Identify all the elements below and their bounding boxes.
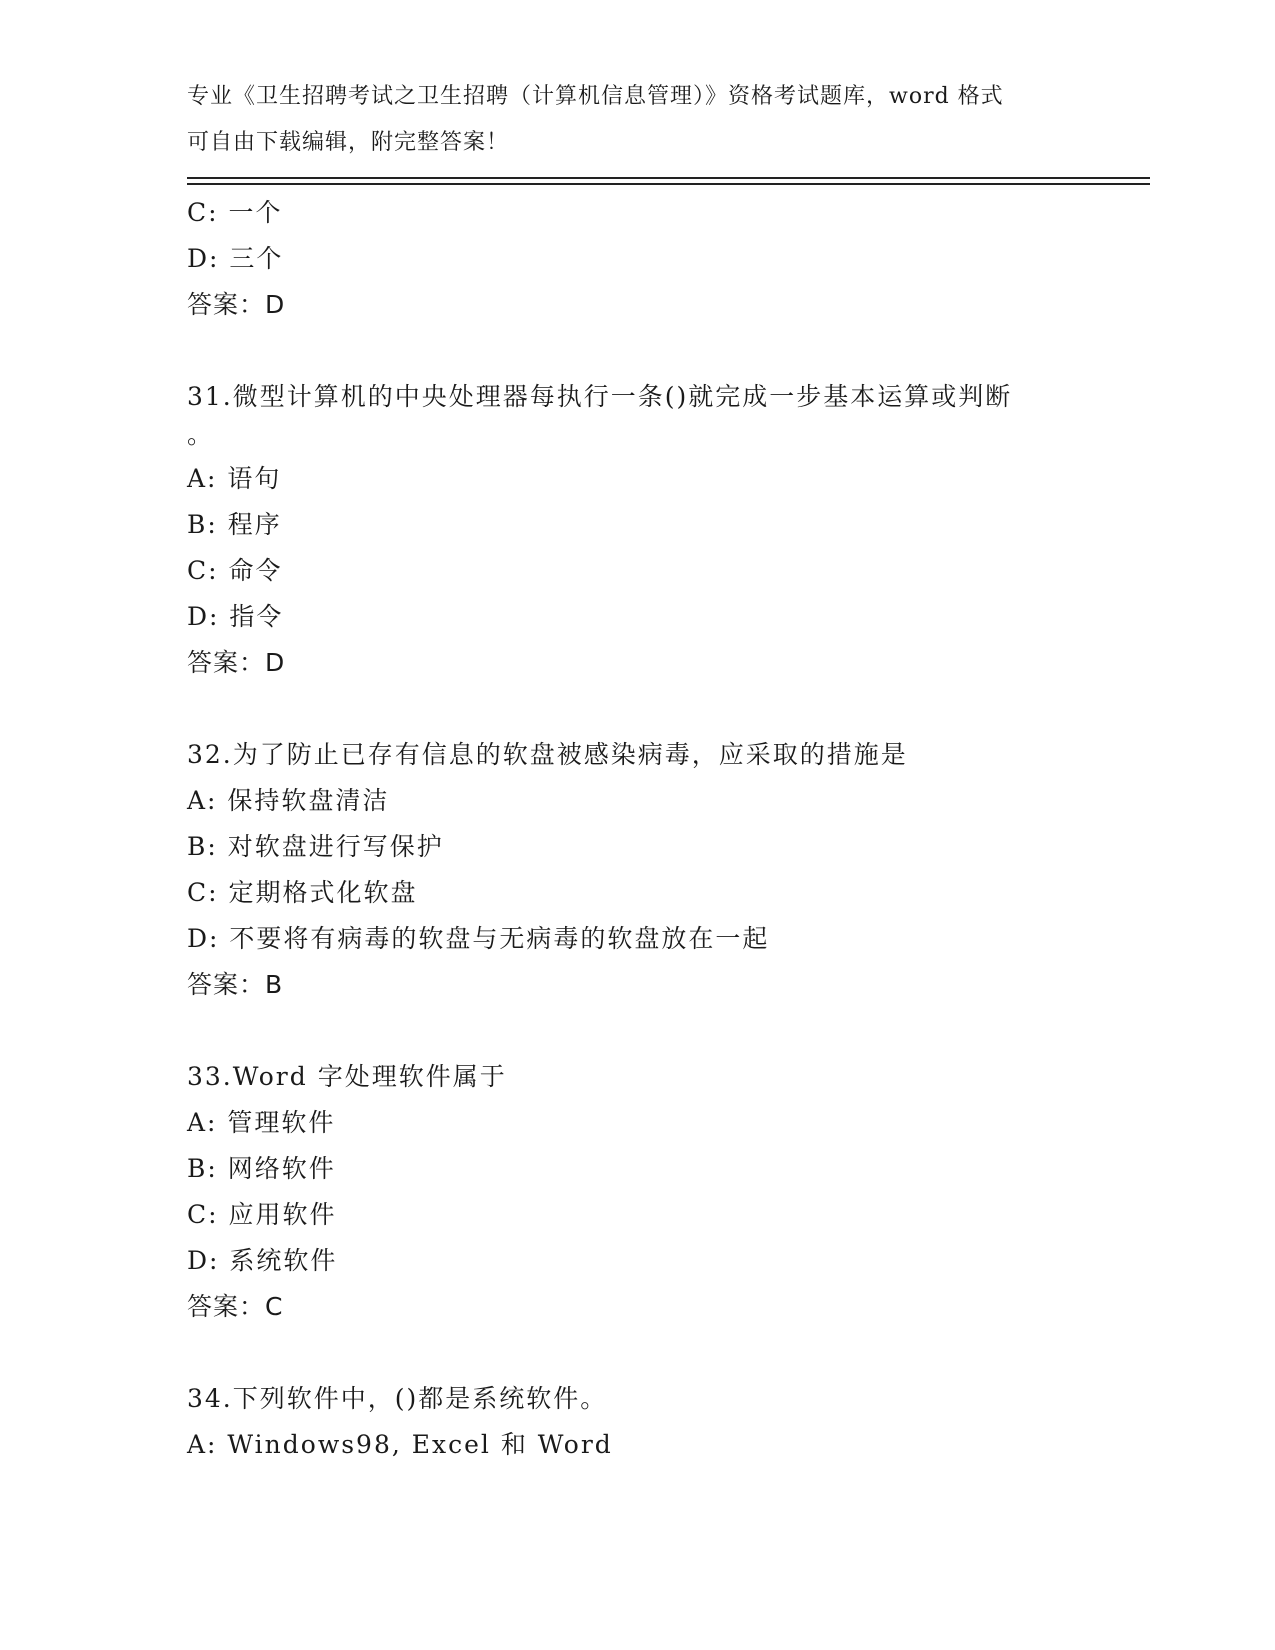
header-line-1: 专业《卫生招聘考试之卫生招聘（计算机信息管理）》资格考试题库，word 格式 bbox=[187, 84, 1004, 109]
question-block-32 bbox=[187, 732, 1087, 1008]
spacer bbox=[187, 1008, 1087, 1054]
option-a: A: 管理软件 bbox=[187, 1108, 336, 1137]
question-list bbox=[187, 190, 1087, 1468]
option-c: C: 应用软件 bbox=[187, 1200, 337, 1229]
option-d: D: 三个 bbox=[187, 244, 284, 273]
question-text: 34.下列软件中，()都是系统软件。 bbox=[187, 1384, 608, 1413]
option-b: B: 对软盘进行写保护 bbox=[187, 832, 444, 861]
option-a: A: 保持软盘清洁 bbox=[187, 786, 390, 815]
question-text: 33.Word 字处理软件属于 bbox=[187, 1062, 507, 1091]
question-block-30 bbox=[187, 190, 1087, 328]
option-c: C: 定期格式化软盘 bbox=[187, 878, 418, 907]
spacer bbox=[187, 328, 1087, 374]
option-d: D: 指令 bbox=[187, 602, 284, 631]
header-line-2: 可自由下载编辑，附完整答案！ bbox=[187, 130, 510, 155]
option-c: C: 命令 bbox=[187, 556, 283, 585]
question-text-continuation: 。 bbox=[187, 420, 215, 449]
option-a: A: Windows98, Excel 和 Word bbox=[187, 1430, 613, 1459]
option-a: A: 语句 bbox=[187, 464, 282, 493]
question-block-31 bbox=[187, 374, 1087, 686]
answer: 答案：D bbox=[187, 648, 286, 677]
option-c: C: 一个 bbox=[187, 198, 283, 227]
question-text: 32.为了防止已存有信息的软盘被感染病毒，应采取的措施是 bbox=[187, 740, 908, 769]
question-text: 31.微型计算机的中央处理器每执行一条()就完成一步基本运算或判断 bbox=[187, 382, 1013, 411]
option-b: B: 程序 bbox=[187, 510, 282, 539]
spacer bbox=[187, 686, 1087, 732]
header-divider-top bbox=[187, 177, 1150, 179]
option-b: B: 网络软件 bbox=[187, 1154, 336, 1183]
answer: 答案：B bbox=[187, 970, 284, 999]
question-block-33 bbox=[187, 1054, 1087, 1330]
header-divider-bottom bbox=[187, 183, 1150, 185]
spacer bbox=[187, 1330, 1087, 1376]
answer: 答案：C bbox=[187, 1292, 284, 1321]
question-block-34 bbox=[187, 1376, 1087, 1468]
option-d: D: 系统软件 bbox=[187, 1246, 338, 1275]
option-d: D: 不要将有病毒的软盘与无病毒的软盘放在一起 bbox=[187, 924, 770, 953]
answer: 答案：D bbox=[187, 290, 286, 319]
document-header bbox=[187, 74, 1067, 166]
